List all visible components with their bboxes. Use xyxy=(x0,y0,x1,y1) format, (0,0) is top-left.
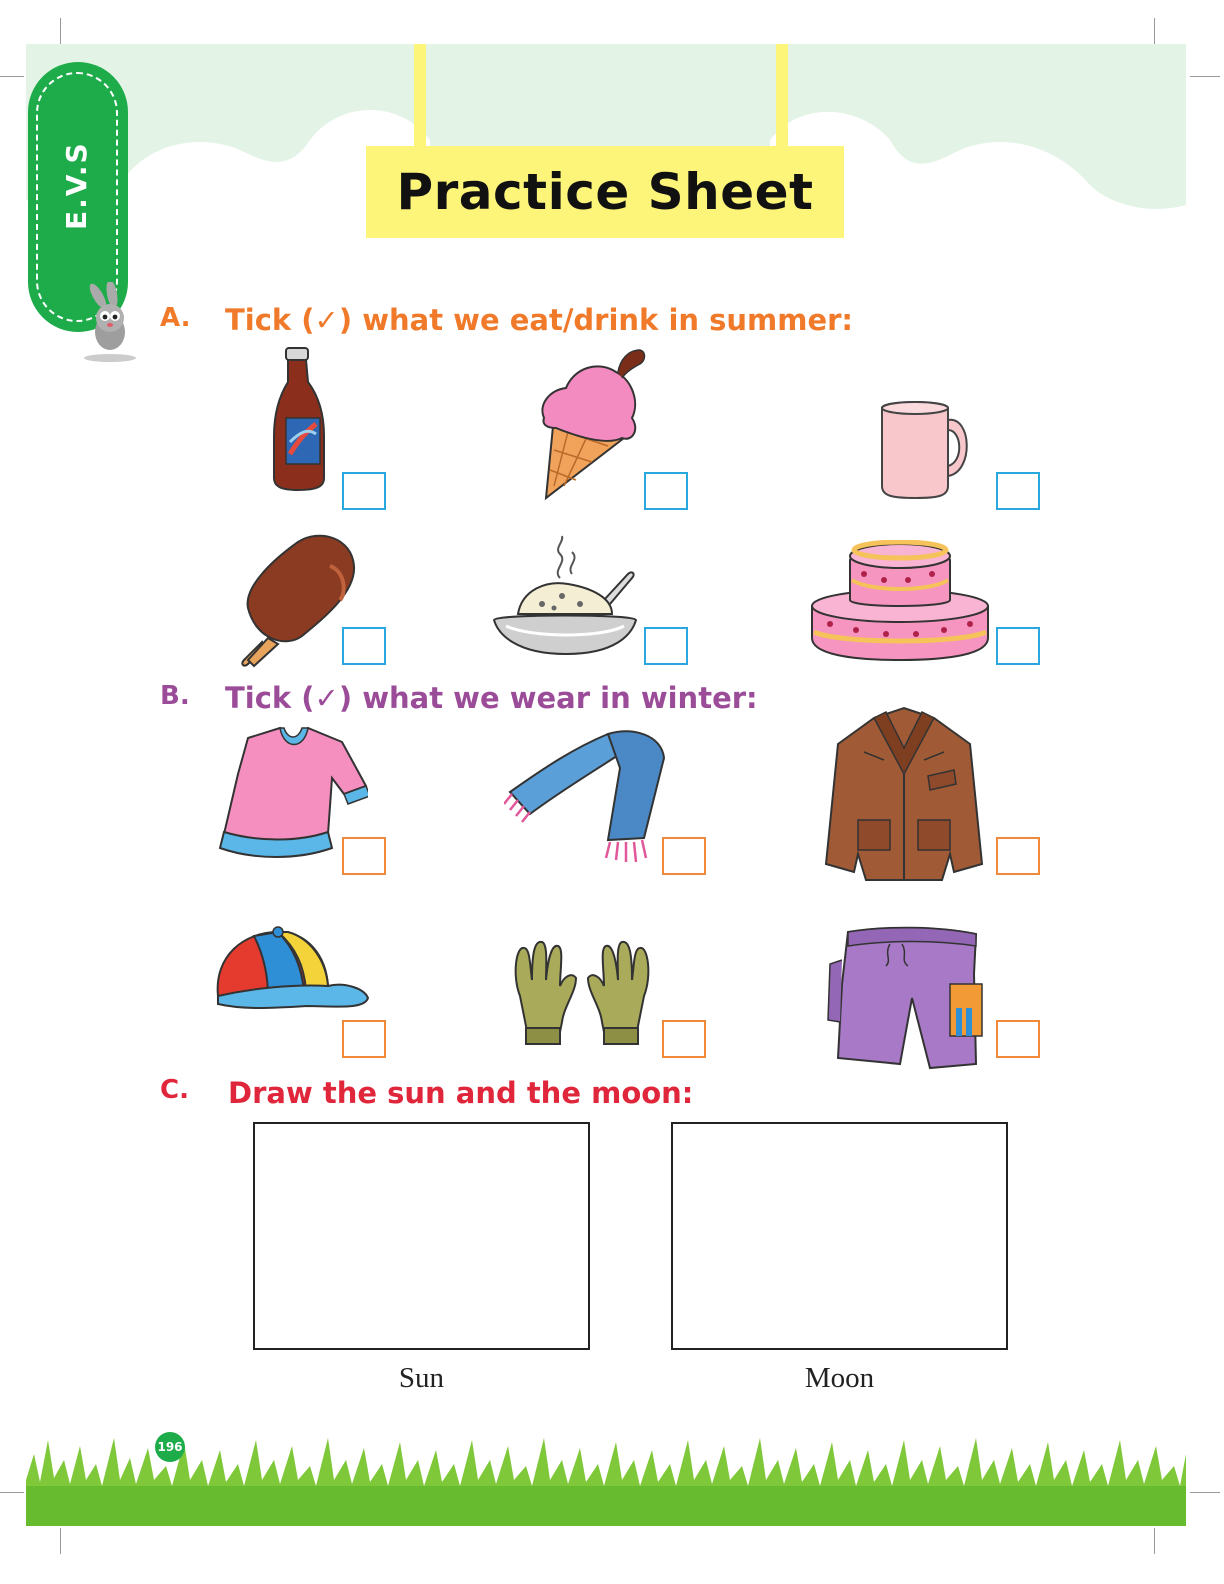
tickbox-shorts[interactable] xyxy=(996,1020,1040,1058)
sun-caption: Sun xyxy=(398,1362,445,1394)
scarf-icon xyxy=(504,728,666,872)
cold-drink-bottle-icon xyxy=(270,346,330,492)
hot-porridge-bowl-icon xyxy=(492,534,638,658)
tickbox-ice-lolly[interactable] xyxy=(342,627,386,665)
gloves-icon xyxy=(502,936,662,1052)
rabbit-mascot-icon xyxy=(80,282,142,362)
tickbox-ice-cream[interactable] xyxy=(644,472,688,510)
tickbox-jacket[interactable] xyxy=(996,837,1040,875)
tickbox-cap[interactable] xyxy=(342,1020,386,1058)
tickbox-sweater[interactable] xyxy=(342,837,386,875)
page-title: Practice Sheet xyxy=(396,163,814,221)
tickbox-cake[interactable] xyxy=(996,627,1040,665)
trim-mark xyxy=(1154,1528,1155,1554)
moon-drawing-box[interactable] xyxy=(671,1122,1008,1350)
mug-icon xyxy=(878,400,972,500)
section-c-letter: C. xyxy=(160,1075,189,1105)
cake-icon xyxy=(810,540,990,662)
tickbox-porridge[interactable] xyxy=(644,627,688,665)
jacket-icon xyxy=(824,704,984,882)
ice-cream-cone-icon xyxy=(536,346,652,502)
trim-mark xyxy=(1190,1492,1220,1493)
cap-icon xyxy=(214,926,370,1014)
section-c-instruction: Draw the sun and the moon: xyxy=(228,1076,694,1110)
section-b-letter: B. xyxy=(160,681,190,711)
tickbox-scarf[interactable] xyxy=(662,837,706,875)
page-number-badge: 196 xyxy=(155,1432,185,1462)
moon-caption: Moon xyxy=(804,1362,875,1394)
section-b-instruction: Tick (✓) what we wear in winter: xyxy=(225,681,758,715)
trim-mark xyxy=(60,1528,61,1554)
trim-mark xyxy=(0,1492,24,1493)
subject-label: E.V.S xyxy=(60,141,93,230)
shorts-icon xyxy=(826,924,984,1070)
tickbox-cold-drink[interactable] xyxy=(342,472,386,510)
tickbox-gloves[interactable] xyxy=(662,1020,706,1058)
title-banner xyxy=(366,146,844,238)
grass-footer xyxy=(26,1420,1186,1526)
sun-drawing-box[interactable] xyxy=(253,1122,590,1350)
section-a-letter: A. xyxy=(160,303,191,333)
tickbox-mug[interactable] xyxy=(996,472,1040,510)
section-a-instruction: Tick (✓) what we eat/drink in summer: xyxy=(225,303,854,337)
